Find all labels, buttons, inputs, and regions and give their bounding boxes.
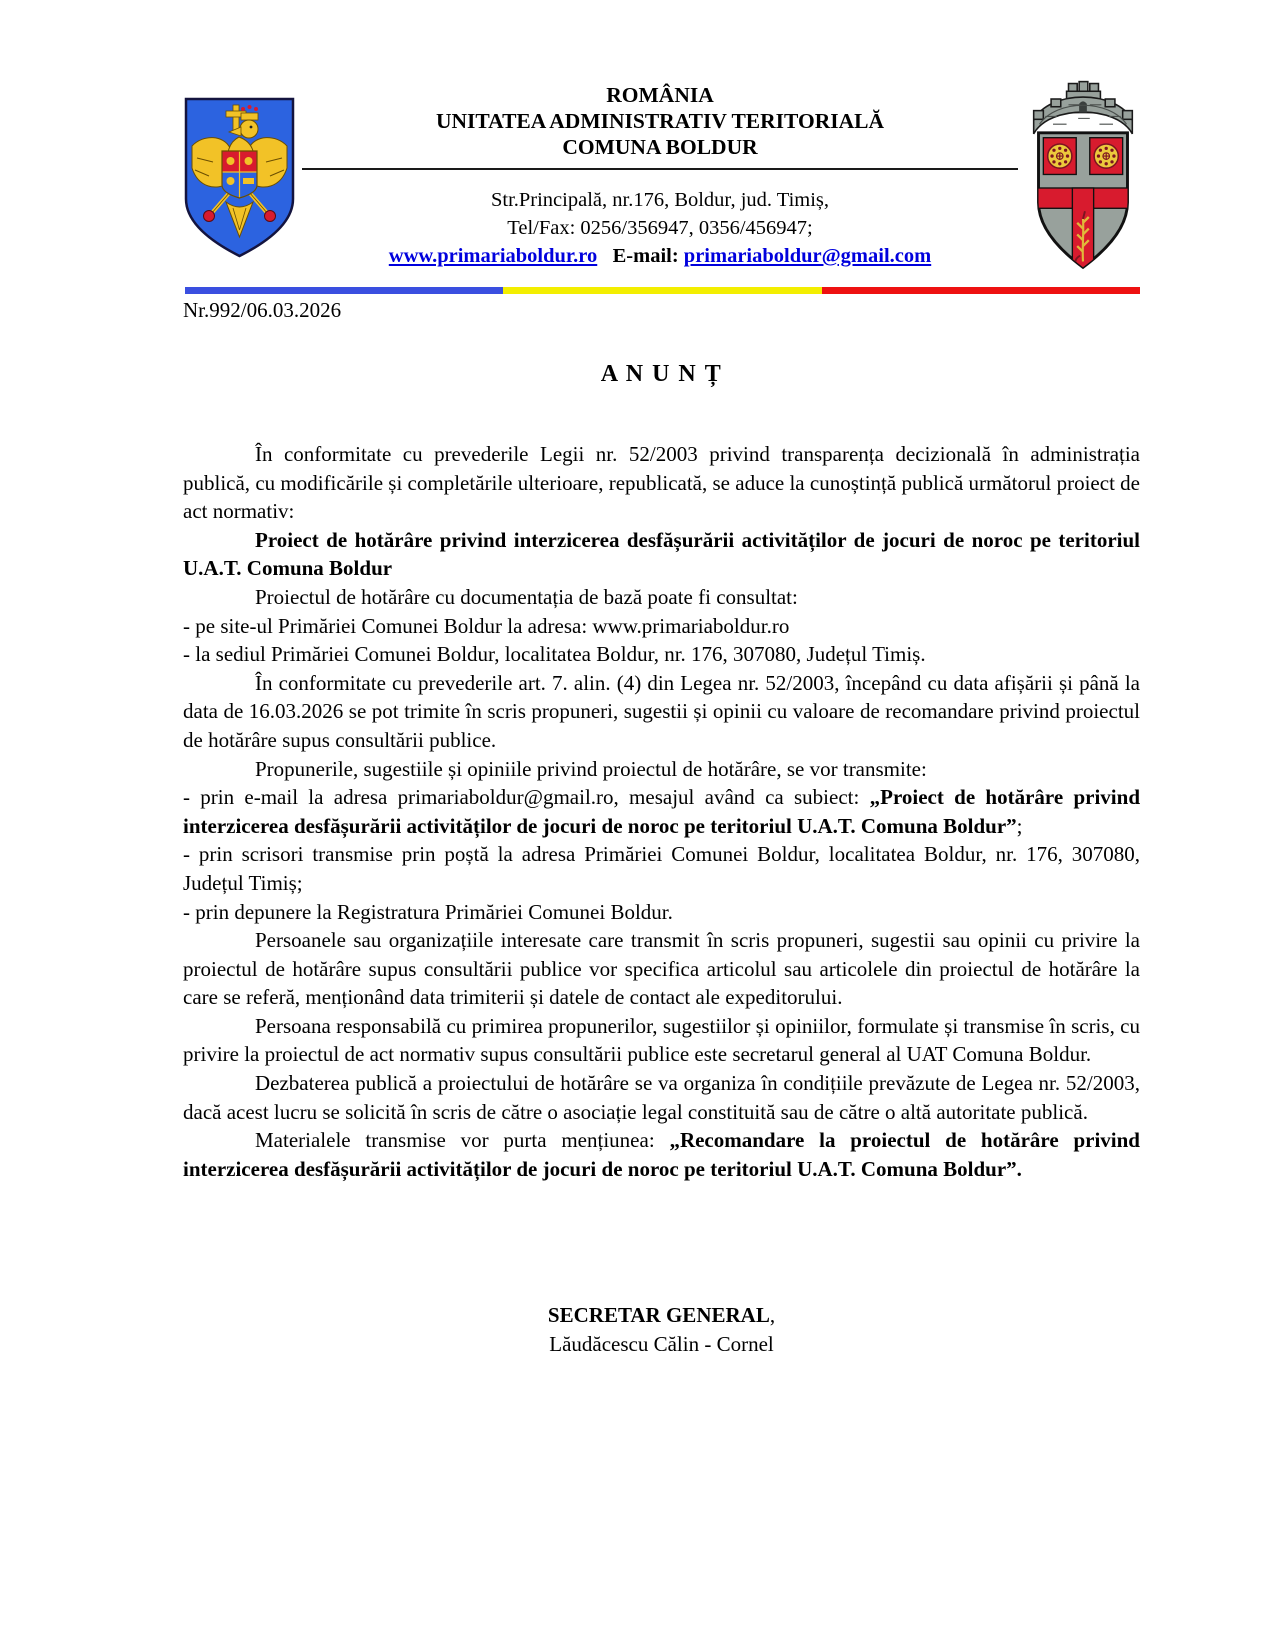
letterhead-title-block xyxy=(302,82,1018,170)
signature-role-suffix: , xyxy=(769,1303,776,1328)
bold-text-run: „Recomandare la proiectul de hotărâre privind interzicerea desfășurării activităților de jocuri de noroc pe teritoriul U.A.T. Comuna Boldur”. xyxy=(183,1128,1140,1181)
body-paragraph xyxy=(183,1012,1140,1069)
document-number: Nr.992/06.03.2026 xyxy=(183,298,342,322)
bold-text-run: Proiect de hotărâre privind interzicerea desfășurării activităților de jocuri de noroc pe teritoriul U.A.T. Comuna Boldur xyxy=(183,527,1140,581)
text-run: - prin e-mail la adresa primariaboldur@gmail.ro, mesajul având ca subiect: xyxy=(183,785,870,810)
body-paragraph xyxy=(183,440,1140,526)
website-link[interactable]: www.primariaboldur.ro xyxy=(388,245,598,267)
letterhead xyxy=(0,0,1275,274)
text-run: - prin scrisori transmise prin poștă la adresa Primăriei Comunei Boldur, localitatea Boldur, nr. 176, 307080, Județul Timiș; xyxy=(183,842,1140,895)
entity-name: UNITATEA ADMINISTRATIV TERITORIALĂ xyxy=(435,109,885,133)
tricolor-red-segment xyxy=(822,287,1140,294)
tricolor-yellow-segment xyxy=(503,287,821,294)
body-paragraph xyxy=(183,526,1140,583)
body-paragraph xyxy=(183,840,1140,897)
signature-name: Lăudăcescu Călin - Cornel xyxy=(549,1332,774,1357)
text-run: În conformitate cu prevederile art. 7. alin. (4) din Legea nr. 52/2003, începând cu data afișării și până la data de 16.03.2026 se pot trimite în scris propuneri, sugestii și opinii cu valoare de recomandare privind proiectul de hotărâre supus consultării publice. xyxy=(183,670,1140,752)
body-paragraphs xyxy=(183,440,1140,1183)
text-run: Proiectul de hotărâre cu documentația de bază poate fi consultat: xyxy=(255,584,798,609)
web-email-line xyxy=(302,242,1018,270)
body-paragraph xyxy=(183,612,1140,641)
romania-coat-of-arms-icon xyxy=(183,95,296,260)
signature-block xyxy=(183,1301,1140,1359)
body-paragraph xyxy=(183,583,1140,612)
email-label: E-mail: xyxy=(612,245,679,267)
street-address: Str.Principală, nr.176, Boldur, jud. Timiș, xyxy=(490,189,830,211)
signature-role: SECRETAR GENERAL xyxy=(547,1303,770,1328)
text-run: - la sediul Primăriei Comunei Boldur, localitatea Boldur, nr. 176, 307080, Județul Timiș. xyxy=(183,642,926,667)
text-run: Dezbaterea publică a proiectului de hotărâre se va organiza în condițiile prevăzute de Legea nr. 52/2003, dacă acest lucru se solicită în scris de către o asociație legal constituită sau de către o altă autoritate publică. xyxy=(183,1071,1140,1124)
body-paragraph xyxy=(183,755,1140,784)
text-run: - pe site-ul Primăriei Comunei Boldur la adresa: www.primariaboldur.ro xyxy=(183,613,790,638)
text-run: Persoanele sau organizațiile interesate care transmit în scris propuneri, sugestii sau opinii cu privire la proiectul de hotărâre supus consultării publice vor specifica articolul sau articolele din proiectul de hotărâre la care se referă, menționând data trimiterii și datele de contact ale expeditorului. xyxy=(183,928,1140,1010)
body-paragraph xyxy=(183,1126,1140,1183)
country-name: ROMÂNIA xyxy=(606,83,714,107)
signature-role-line xyxy=(183,1301,1140,1330)
boldur-coat-of-arms-icon xyxy=(1024,72,1142,274)
body-paragraph xyxy=(183,669,1140,755)
text-run: În conformitate cu prevederile Legii nr. 52/2003 privind transparența decizională în administrația publică, cu modificările și completările ulterioare, republicată, se aduce la cunoștință publică următorul proiect de act normativ: xyxy=(183,442,1140,524)
tricolor-blue-segment xyxy=(185,287,503,294)
text-run: Propunerile, sugestiile și opiniile privind proiectul de hotărâre, se vor transmite: xyxy=(255,756,927,781)
text-run: - prin depunere la Registratura Primăriei Comunei Boldur. xyxy=(183,899,673,924)
body-paragraph xyxy=(183,783,1140,840)
body-paragraph xyxy=(183,640,1140,669)
letterhead-text xyxy=(296,72,1024,270)
body-paragraph xyxy=(183,898,1140,927)
commune-name: COMUNA BOLDUR xyxy=(562,135,758,159)
body-paragraph xyxy=(183,1069,1140,1126)
email-link[interactable]: primariaboldur@gmail.com xyxy=(683,245,932,267)
text-run: Persoana responsabilă cu primirea propunerilor, sugestiilor și opiniilor, formulate și transmise în scris, cu privire la proiectul de act normativ supus consultării publice este secretarul general al UAT Comuna Boldur. xyxy=(183,1013,1140,1067)
page-title: A N U N Ț xyxy=(600,361,723,387)
text-run: ; xyxy=(1016,813,1023,838)
text-run: Materialele transmise vor purta mențiunea: xyxy=(255,1128,670,1153)
phone-line: Tel/Fax: 0256/356947, 0356/456947; xyxy=(507,217,813,239)
bold-text-run: „Proiect de hotărâre privind interzicerea desfășurării activităților de jocuri de noroc pe teritoriul U.A.T. Comuna Boldur” xyxy=(183,785,1140,838)
tricolor-bar xyxy=(185,287,1140,294)
letterhead-contact-block xyxy=(302,186,1018,270)
body-paragraph xyxy=(183,926,1140,1012)
